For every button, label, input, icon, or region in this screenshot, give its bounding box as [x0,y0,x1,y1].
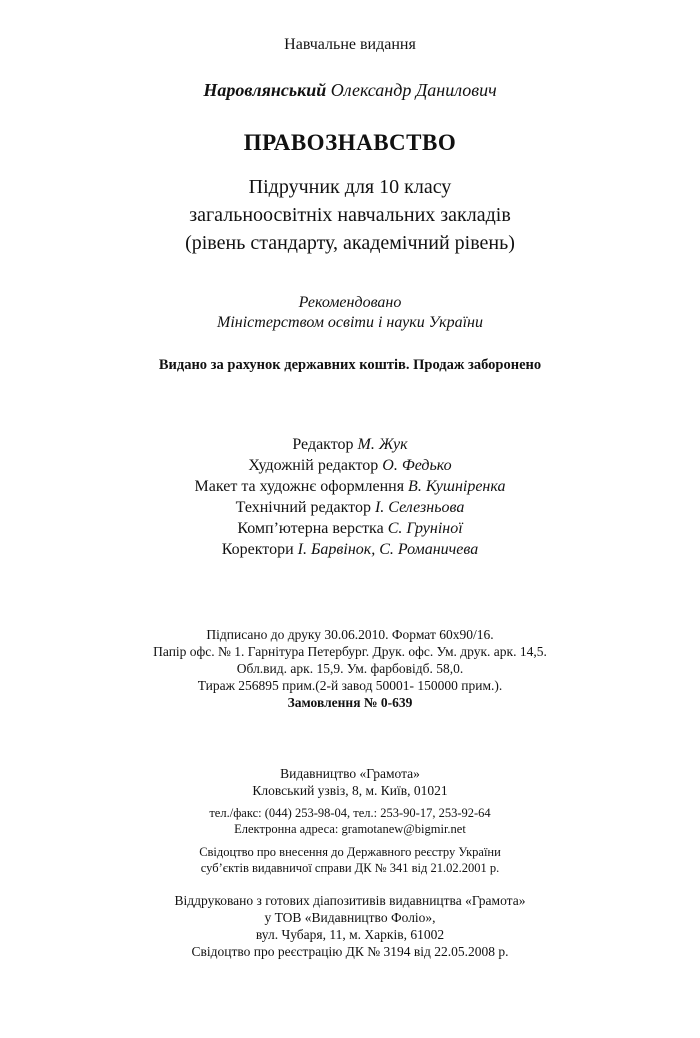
credit-name: І. Барвінок, С. Романичева [297,541,479,558]
publisher-line: Електронна адреса: gramotanew@bigmir.net [234,822,466,836]
author-name: Олександр Данилович [330,80,497,100]
book-title: ПРАВОЗНАВСТВО [243,130,457,155]
credit-name: В. Кушніренка [408,478,506,495]
credit-row [0,436,700,454]
credit-name: М. Жук [357,436,408,453]
credit-role: Комп’ютерна верстка [237,520,384,537]
credit-name: І. Селезньова [374,499,465,516]
credit-role: Редактор [292,436,354,453]
subtitle-line-1: Підручник для 10 класу [248,176,452,198]
credit-role: Макет та художнє оформлення [194,478,405,495]
order-number: Замовлення № 0-639 [287,695,413,710]
publisher-line: тел./факс: (044) 253-98-04, тел.: 253-90-17, 253-92-64 [209,806,491,820]
print-info-line: Обл.вид. арк. 15,9. Ум. фарбовідб. 58,0. [236,661,464,676]
credit-name: С. Груніної [387,520,463,537]
credit-role: Технічний редактор [235,499,371,516]
credit-row [0,520,700,538]
printer-line: у ТОВ «Видавництво Фоліо», [264,910,436,925]
printer-line: Віддруковано з готових діапозитивів видавництва «Грамота» [174,893,526,908]
subtitle-line-3: (рівень стандарту, академічний рівень) [185,232,515,254]
publisher-line: суб’єктів видавничої справи ДК № 341 від 21.02.2001 р. [200,861,500,875]
credit-row [0,541,700,559]
publisher-line: Видавництво «Грамота» [280,766,420,781]
publisher-line: Кловський узвіз, 8, м. Київ, 01021 [252,783,448,798]
credit-row [0,478,700,496]
credit-role: Художній редактор [248,457,379,474]
author-line [0,80,700,101]
author-surname: Наровлянський [203,80,327,100]
credit-row [0,499,700,517]
credit-name: О. Федько [382,457,452,474]
print-info-line: Підписано до друку 30.06.2010. Формат 60x90/16. [206,627,494,642]
printer-line: Свідоцтво про реєстрацію ДК № 3194 від 22.05.2008 р. [191,944,509,959]
publisher-line: Свідоцтво про внесення до Державного реєстру України [199,845,501,859]
recommended-line-2: Міністерством освіти і науки України [217,314,483,331]
subtitle-line-2: загальноосвітніх навчальних закладів [189,204,511,226]
credit-role: Коректори [221,541,294,558]
print-info-line: Тираж 256895 прим.(2-й завод 50001- 150000 прим.). [197,678,503,693]
edition-type: Навчальне видання [284,36,416,53]
funding-note: Видано за рахунок державних коштів. Продаж заборонено [158,357,542,373]
print-info-line: Папір офс. № 1. Гарнітура Петербург. Друк. офс. Ум. друк. арк. 14,5. [153,644,547,659]
printer-line: вул. Чубаря, 11, м. Харків, 61002 [255,927,445,942]
recommended-line-1: Рекомендовано [298,294,402,311]
credit-row [0,457,700,475]
